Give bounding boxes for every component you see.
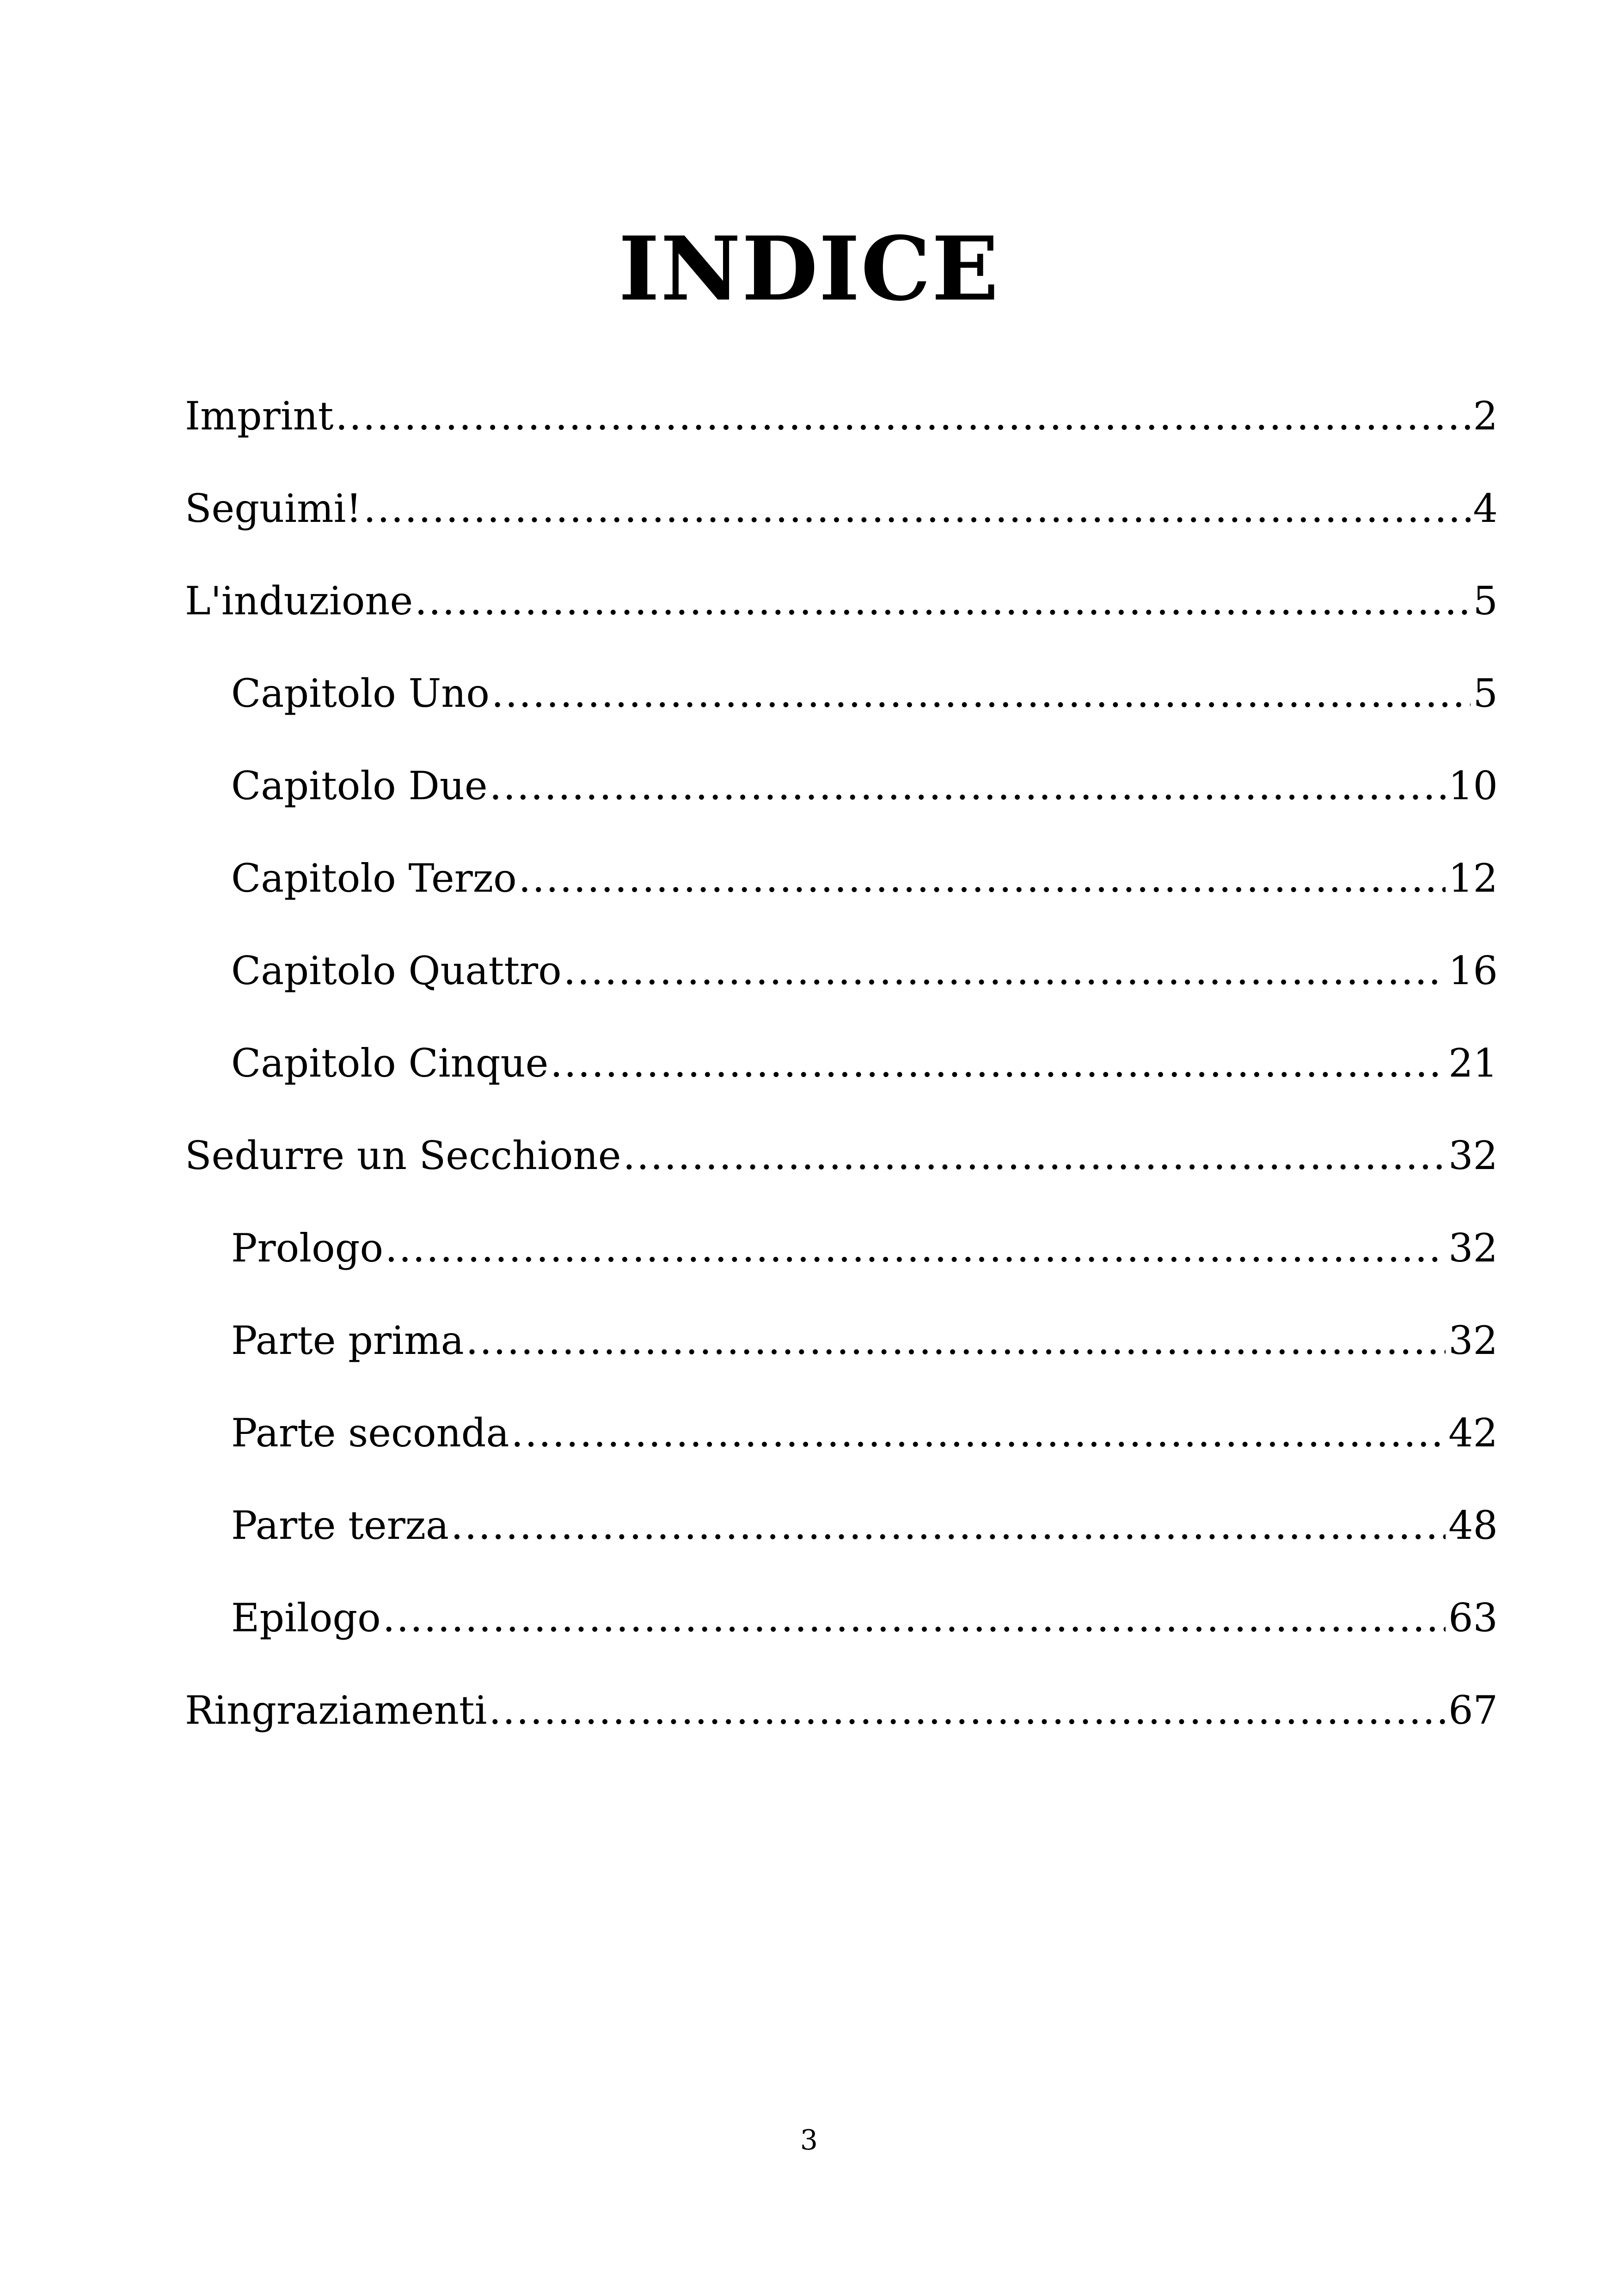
toc-entry-linduzione[interactable] — [185, 573, 1498, 629]
toc-entry-capitolo-terzo[interactable] — [231, 851, 1498, 906]
toc-entry-label: Capitolo Uno — [231, 671, 490, 716]
toc-entry-capitolo-due[interactable] — [231, 758, 1498, 814]
toc-entry-label: Capitolo Terzo — [231, 856, 517, 901]
toc-entry-label: Parte terza — [231, 1503, 449, 1548]
toc-entry-page: 21 — [1448, 1041, 1498, 1086]
table-of-contents — [185, 0, 1498, 2296]
toc-entry-page: 32 — [1448, 1225, 1498, 1271]
toc-entry-page: 42 — [1448, 1410, 1498, 1456]
toc-entry-parte-terza[interactable] — [231, 1498, 1498, 1553]
toc-dot-leader — [490, 758, 1446, 814]
toc-dot-leader — [415, 573, 1470, 629]
toc-entry-parte-prima[interactable] — [231, 1313, 1498, 1368]
toc-entry-page: 48 — [1448, 1503, 1498, 1548]
toc-entry-imprint[interactable] — [185, 388, 1498, 444]
toc-entry-sedurre-un-secchione[interactable] — [185, 1128, 1498, 1183]
toc-entry-page: 5 — [1473, 578, 1498, 624]
toc-entry-capitolo-quattro[interactable] — [231, 943, 1498, 998]
toc-entry-epilogo[interactable] — [231, 1590, 1498, 1646]
toc-entry-page: 63 — [1448, 1595, 1498, 1641]
toc-entry-label: Capitolo Due — [231, 763, 488, 808]
toc-dot-leader — [363, 481, 1470, 536]
toc-entry-label: Parte seconda — [231, 1410, 509, 1456]
toc-entry-prologo[interactable] — [231, 1220, 1498, 1276]
page-number: 3 — [800, 2124, 818, 2156]
toc-dot-leader — [335, 388, 1470, 444]
toc-entry-page: 10 — [1448, 763, 1498, 808]
toc-entry-label: Capitolo Quattro — [231, 948, 562, 993]
toc-entry-label: Imprint — [185, 393, 334, 439]
toc-entry-label: Parte prima — [231, 1318, 464, 1363]
toc-dot-leader — [451, 1498, 1446, 1553]
toc-entry-page: 4 — [1473, 486, 1498, 531]
toc-dot-leader — [385, 1220, 1446, 1276]
toc-entry-label: Sedurre un Secchione — [185, 1133, 621, 1178]
page-title: INDICE — [618, 217, 1000, 321]
toc-dot-leader — [466, 1313, 1446, 1368]
toc-entry-page: 5 — [1473, 671, 1498, 716]
toc-entry-capitolo-uno[interactable] — [231, 666, 1498, 721]
toc-entry-page: 2 — [1473, 393, 1498, 439]
toc-entry-label: Capitolo Cinque — [231, 1041, 549, 1086]
toc-dot-leader — [623, 1128, 1446, 1183]
toc-entry-label: L'induzione — [185, 578, 413, 624]
toc-dot-leader — [383, 1590, 1446, 1646]
toc-entry-ringraziamenti[interactable] — [185, 1683, 1498, 1738]
toc-dot-leader — [564, 943, 1446, 998]
toc-entry-label: Epilogo — [231, 1595, 381, 1641]
toc-entry-page: 12 — [1448, 856, 1498, 901]
toc-dot-leader — [550, 1035, 1446, 1091]
toc-dot-leader — [491, 666, 1471, 721]
toc-dot-leader — [489, 1683, 1446, 1738]
toc-dot-leader — [511, 1405, 1446, 1461]
toc-entry-label: Seguimi! — [185, 486, 362, 531]
toc-entry-page: 67 — [1448, 1688, 1498, 1733]
toc-entry-page: 32 — [1448, 1318, 1498, 1363]
toc-entry-seguimi[interactable] — [185, 481, 1498, 536]
toc-entry-label: Ringraziamenti — [185, 1688, 487, 1733]
toc-entry-page: 16 — [1448, 948, 1498, 993]
toc-entry-parte-seconda[interactable] — [231, 1405, 1498, 1461]
toc-entry-label: Prologo — [231, 1225, 384, 1271]
toc-dot-leader — [519, 851, 1446, 906]
toc-entry-capitolo-cinque[interactable] — [231, 1035, 1498, 1091]
toc-entry-page: 32 — [1448, 1133, 1498, 1178]
